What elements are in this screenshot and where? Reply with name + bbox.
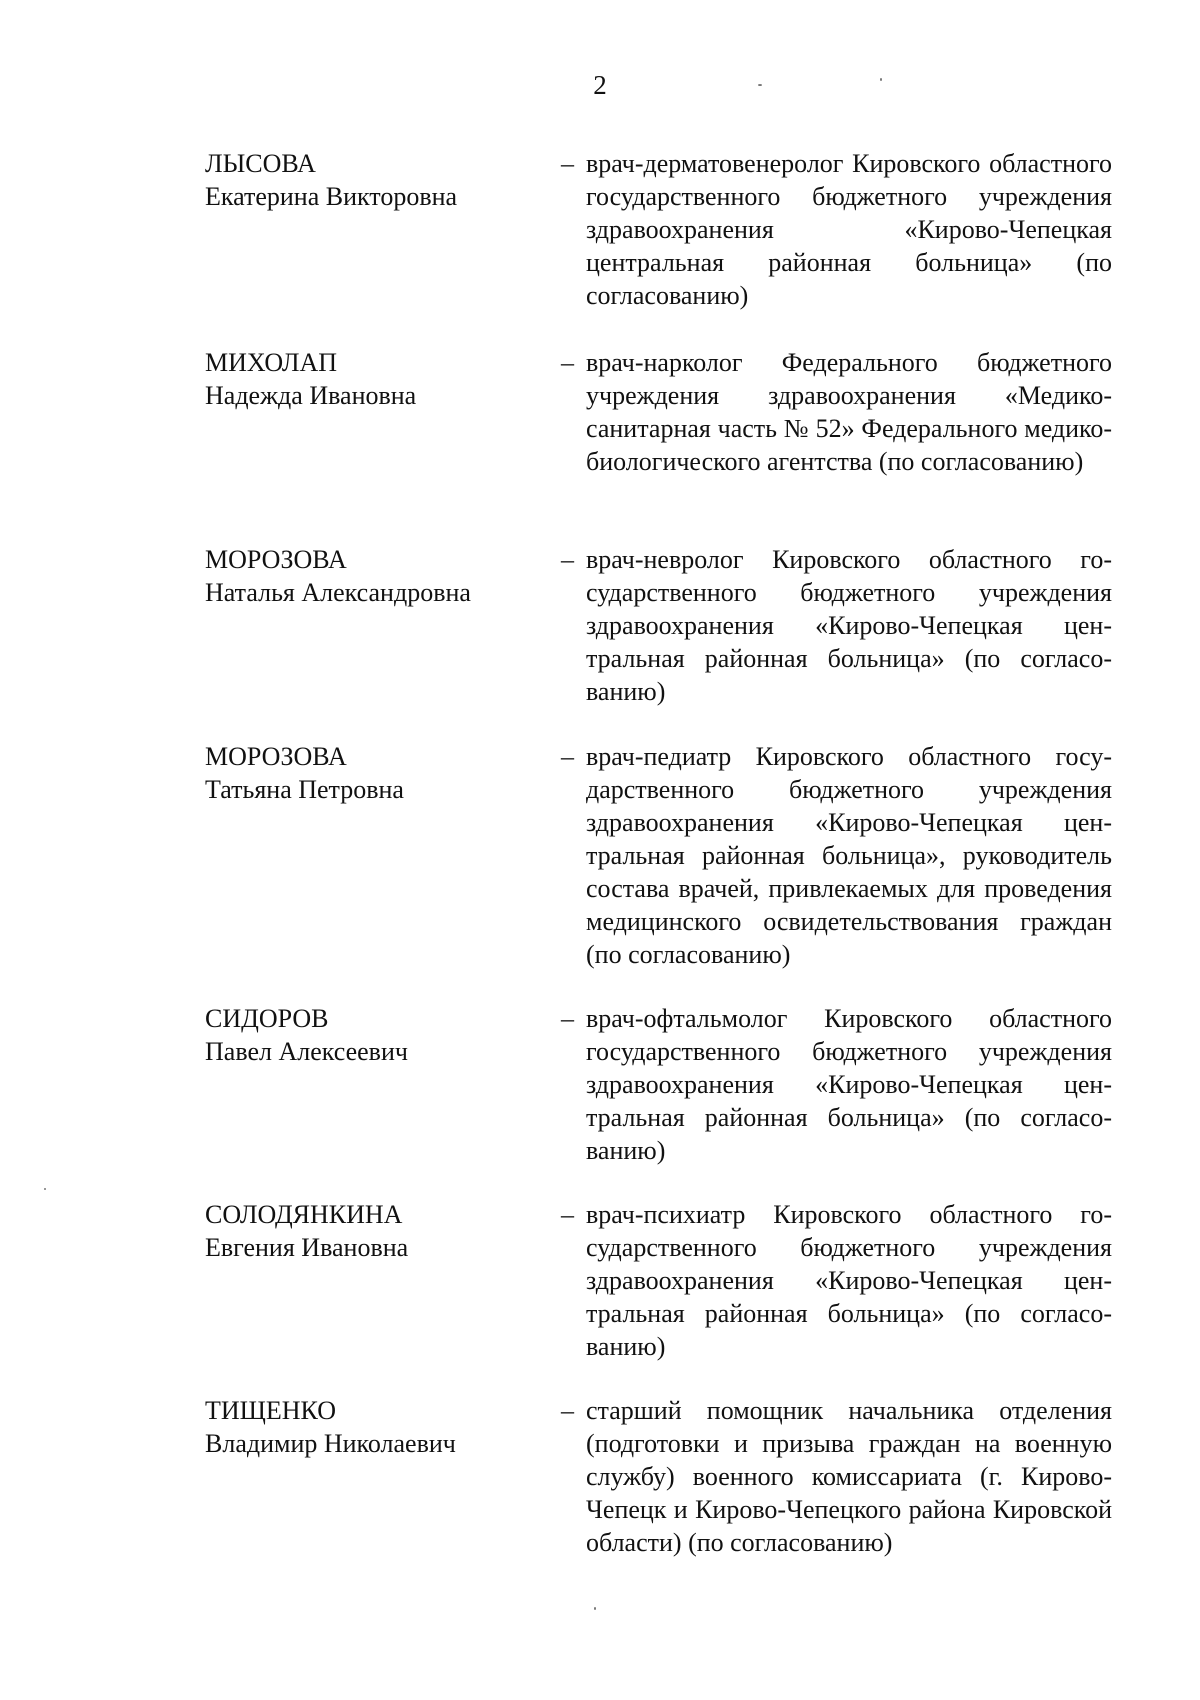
member-description: врач-нарколог Федерального бюджетного учреждения здравоохранения «Медико-санитарная часть № 52» Федерального медико-биологического агентства (по согласованию) xyxy=(586,348,1112,476)
member-surname: МОРОЗОВА xyxy=(205,545,347,574)
member-surname: СИДОРОВ xyxy=(205,1004,329,1033)
page-number: 2 xyxy=(593,70,607,100)
member-name xyxy=(205,147,535,213)
list-dash: – xyxy=(561,545,574,574)
member-surname: СОЛОДЯНКИНА xyxy=(205,1200,403,1229)
member-given-names: Евгения Ивановна xyxy=(205,1233,409,1262)
member-description: врач-офтальмолог Кировского областного государственного бюджетного учреждения здравоохранения «Кирово-Чепецкая центральная районная больница» (по согласованию) xyxy=(586,1004,1112,1165)
member-given-names: Павел Алексеевич xyxy=(205,1037,408,1066)
member-surname: ТИЩЕНКО xyxy=(205,1396,337,1425)
list-dash: – xyxy=(561,1396,574,1425)
member-surname: МОРОЗОВА xyxy=(205,742,347,771)
list-dash: – xyxy=(561,348,574,377)
list-dash: – xyxy=(561,1004,574,1033)
scan-speck xyxy=(758,84,762,86)
scan-speck xyxy=(594,1607,596,1610)
list-dash: – xyxy=(561,149,574,178)
list-dash: – xyxy=(561,1200,574,1229)
member-given-names: Татьяна Петровна xyxy=(205,775,404,804)
scan-speck xyxy=(44,1188,46,1190)
member-name xyxy=(205,740,535,806)
member-name xyxy=(205,1002,535,1068)
member-given-names: Владимир Николаевич xyxy=(205,1429,456,1458)
member-description: старший помощник начальника отделения (подготовки и призыва граждан на военную службу) военного комиссариата (г. Кирово-Чепецк и Кирово-Чепецкого района Кировской области) (по согласованию) xyxy=(586,1396,1112,1557)
member-given-names: Наталья Александровна xyxy=(205,578,471,607)
member-given-names: Екатерина Викторовна xyxy=(205,182,458,211)
list-dash: – xyxy=(561,742,574,771)
scan-speck xyxy=(880,78,882,81)
member-surname: ЛЫСОВА xyxy=(205,149,316,178)
member-description: врач-психиатр Кировского областного государственного бюджетного учреждения здравоохранения «Кирово-Чепецкая центральная районная больница» (по согласованию) xyxy=(586,1200,1112,1361)
member-surname: МИХОЛАП xyxy=(205,348,338,377)
member-name xyxy=(205,1198,535,1264)
member-name xyxy=(205,543,535,609)
member-description: врач-педиатр Кировского областного государственного бюджетного учреждения здравоохранения «Кирово-Чепецкая центральная районная больница», руководитель состава врачей, привлекаемых для проведения медицинского освидетельствования граждан (по согласованию) xyxy=(586,742,1112,969)
member-given-names: Надежда Ивановна xyxy=(205,381,417,410)
member-description: врач-невролог Кировского областного государственного бюджетного учреждения здравоохранения «Кирово-Чепецкая центральная районная больница» (по согласованию) xyxy=(586,545,1112,706)
member-description: врач-дерматовенеролог Кировского областного государственного бюджетного учреждения здравоохранения «Кирово-Чепецкая центральная районная больница» (по согласованию) xyxy=(586,149,1112,310)
member-name xyxy=(205,1394,535,1460)
member-name xyxy=(205,346,535,412)
